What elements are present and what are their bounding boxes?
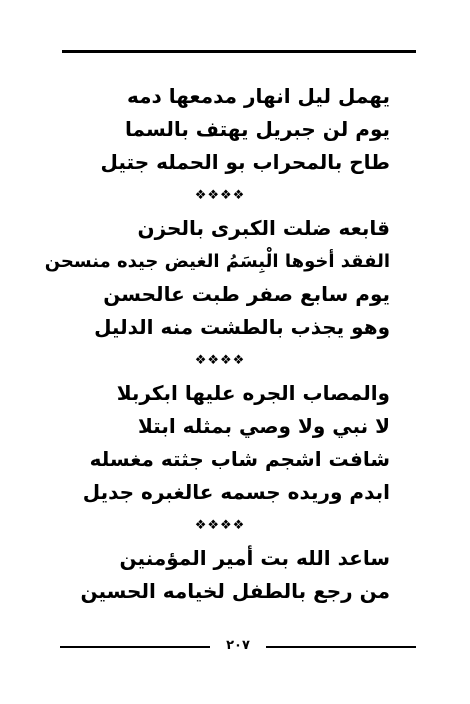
poem-verse-line: وهو يجذب بالطشت منه الدليل <box>94 315 390 339</box>
stanza-separator: ❖❖❖❖ <box>194 188 246 203</box>
poem-verse-line: لا نبي ولا وصي بمثله ابتلا <box>137 414 390 438</box>
poem-verse-line: قابعه ضلت الكبرى بالحزن <box>137 216 390 240</box>
poem-verse-line: ساعد الله بت أمير المؤمنين <box>119 546 390 570</box>
poem-verse-line: يوم سابع صفر طبت عالحسن <box>103 282 390 306</box>
poem-verse-line: طاح بالمحراب بو الحمله جتيل <box>100 150 390 174</box>
page-footer <box>60 636 416 656</box>
poem-verse-line: الفقد أخوها الْبِسَمُ الغيض جيده منسحن <box>44 251 390 272</box>
footer-rule-left <box>60 646 210 648</box>
poem-verse-line: من رجع بالطفل لخيامه الحسين <box>80 579 390 603</box>
poem-verse-line: يوم لن جبريل يهتف بالسما <box>125 117 390 141</box>
header-rule <box>62 50 416 53</box>
poem-body <box>44 80 390 608</box>
stanza-separator: ❖❖❖❖ <box>194 518 246 533</box>
footer-rule-right <box>266 646 416 648</box>
stanza-separator: ❖❖❖❖ <box>194 353 246 368</box>
poem-verse-line: والمصاب الجره عليها ابكربلا <box>116 381 390 405</box>
poem-verse-line: شافت اشجم شاب جثته مغسله <box>89 447 390 471</box>
page-number: ٢٠٧ <box>226 638 250 653</box>
poem-verse-line: يهمل ليل انهار مدمعها دمه <box>126 84 390 108</box>
poem-verse-line: ابدم وريده جسمه عالغبره جديل <box>82 480 390 504</box>
